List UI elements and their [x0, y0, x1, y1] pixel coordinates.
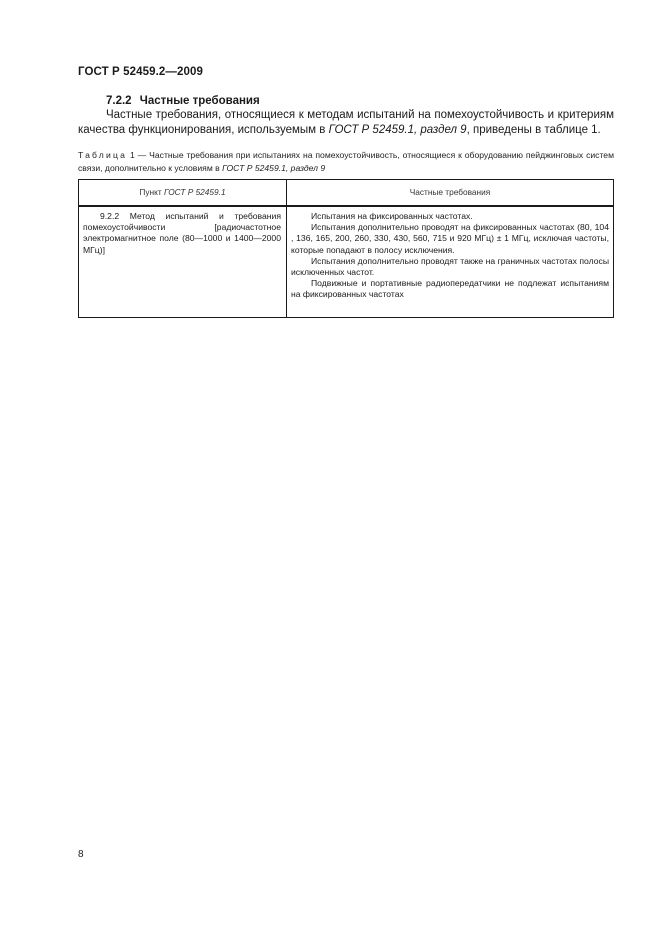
requirement-item: Испытания дополнительно проводят на фиксированных частотах (80, 104 , 136, 165, 200, 260, 330, 430, 560, 715 и 920 МГц) ± 1 МГц, исключая частоты, которые попадают в полосу исключения. [291, 222, 609, 255]
document-id: ГОСТ Р 52459.2—2009 [78, 66, 203, 78]
requirements-table [78, 179, 614, 318]
column-header-clause-ref: ГОСТ Р 52459.1 [163, 187, 226, 197]
column-header-clause-prefix: Пункт [139, 187, 164, 197]
table-caption-number: 1 [130, 150, 135, 160]
section-paragraph [78, 108, 614, 138]
table-header [79, 180, 613, 207]
requirement-item: Подвижные и портативные радиопередатчики не подлежат испытаниям на фиксированных частотах [291, 278, 609, 300]
section-title: Частные требования [139, 95, 260, 107]
table-caption-reference: ГОСТ Р 52459.1, раздел 9 [222, 162, 326, 173]
requirement-item: Испытания на фиксированных частотах. [311, 211, 473, 221]
section-number: 7.2.2 [106, 95, 132, 107]
paragraph-text-1: Частные требования, относящиеся к методам испытаний на помехоустойчивость и критериям качества функционирования, используемым в [78, 109, 614, 136]
section-heading [106, 95, 260, 107]
paragraph-text-2: , приведены в таблице 1. [466, 124, 601, 136]
table-caption-text: — Частные требования при испытаниях на помехоустойчивость, относящиеся к оборудованию пейджинговых систем связи, дополнительно к условиям в [78, 150, 614, 173]
requirement-item: Испытания дополнительно проводят также на граничных частотах полосы исключенных частот. [291, 255, 609, 278]
table-caption-label: Таблица [78, 150, 128, 160]
column-divider [286, 180, 287, 317]
table-caption [78, 149, 614, 174]
column-header-requirements: Частные требования [409, 187, 491, 197]
column-header-clause [79, 180, 286, 205]
paragraph-reference: ГОСТ Р 52459.1, раздел 9 [328, 124, 467, 136]
page-number: 8 [78, 849, 84, 860]
table-cell-clause [83, 211, 281, 256]
table-cell-requirements [291, 211, 609, 301]
clause-text: 9.2.2 Метод испытаний и требования помехоустойчивости [радиочастотное электромагнитное поле (80—1000 и 1400—2000 МГц)] [83, 211, 281, 255]
